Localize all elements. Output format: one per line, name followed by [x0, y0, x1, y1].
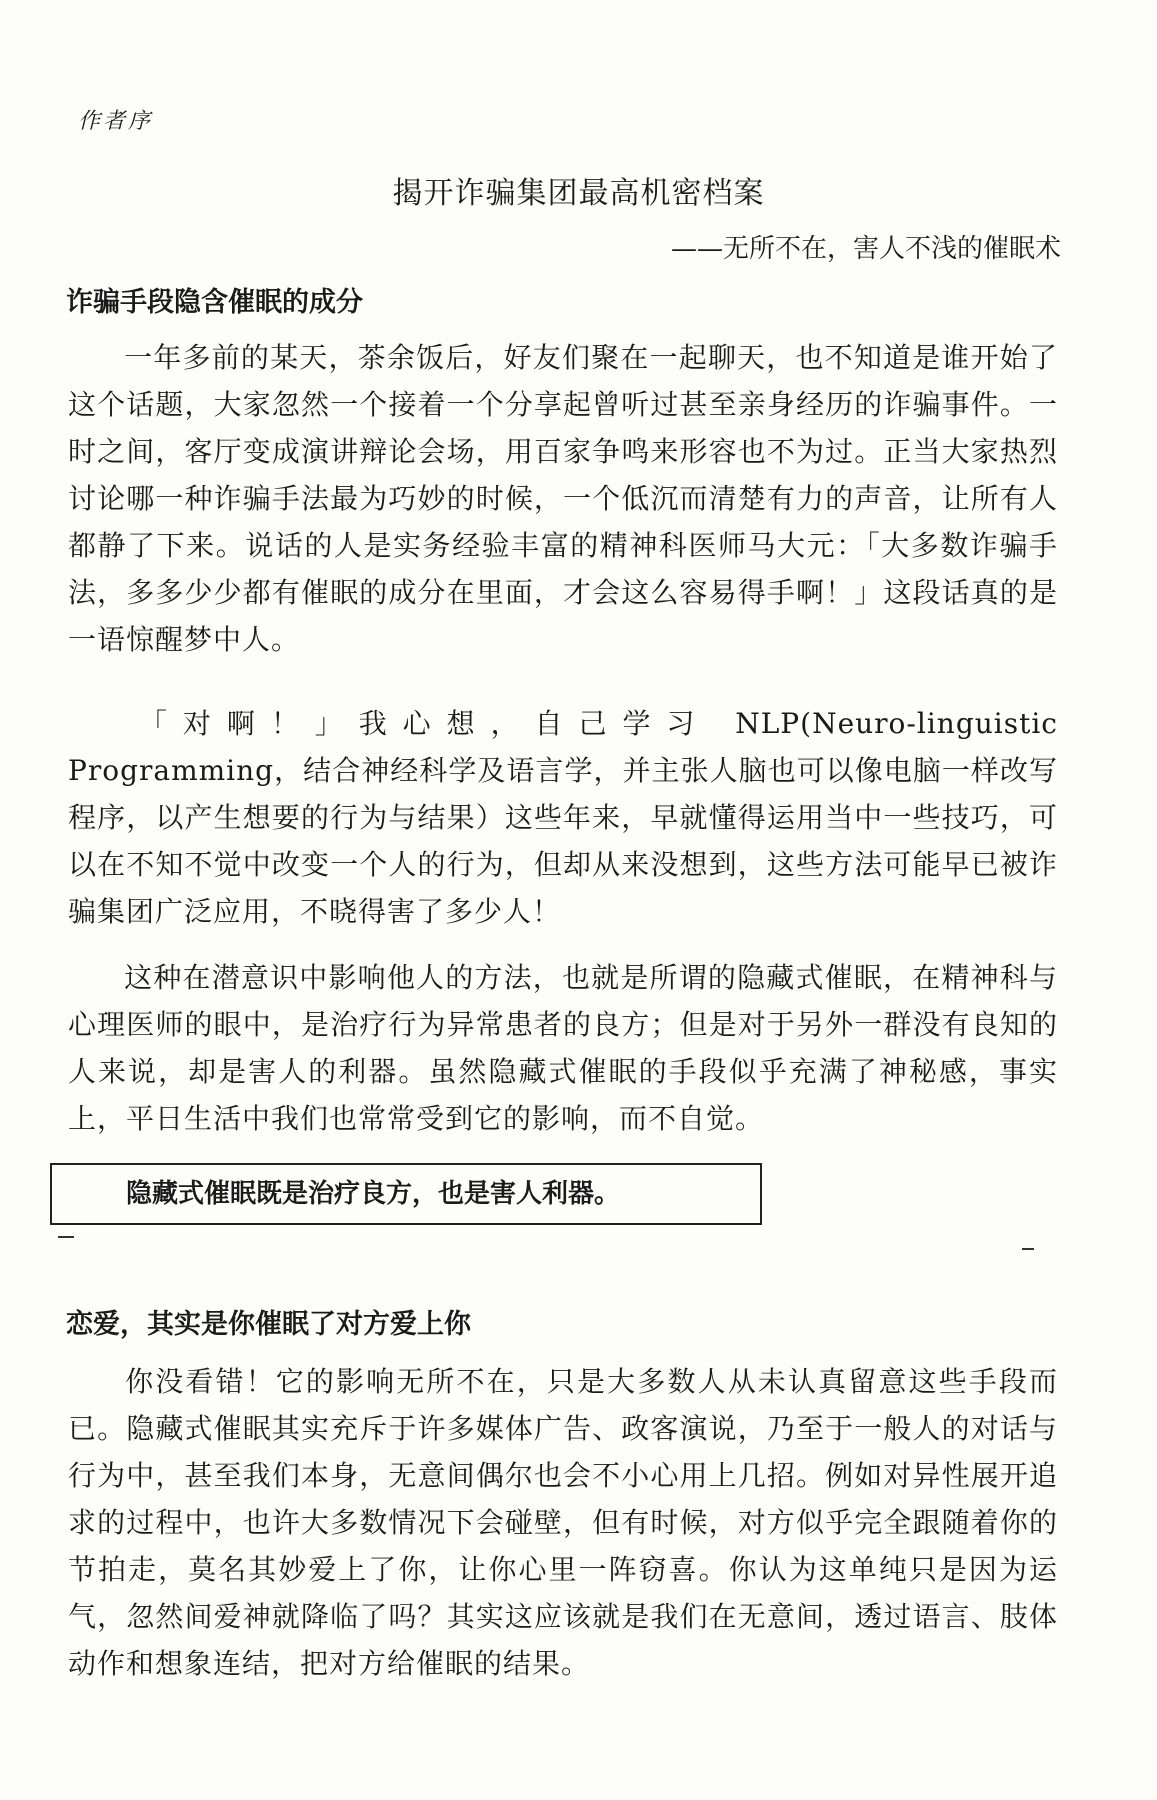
paragraph-4 [68, 1358, 1058, 1687]
paragraph-text: 一年多前的某天，茶余饭后，好友们聚在一起聊天，也不知道是谁开始了这个话题，大家忽然一个接着一个分享起曾听过甚至亲身经历的诈骗事件。一时之间，客厅变成演讲辩论会场，用百家争鸣来形容也不为过。正当大家热烈讨论哪一种诈骗手法最为巧妙的时候，一个低沉而清楚有力的声音，让所有人都静了下来。说话的人是实务经验丰富的精神科医师马大元：「大多数诈骗手法，多多少少都有催眠的成分在里面，才会这么容易得手啊！」这段话真的是一语惊醒梦中人。 [68, 341, 1058, 656]
paragraph-2 [68, 700, 1058, 935]
scan-mark [58, 1236, 74, 1238]
paragraph-1 [68, 334, 1058, 663]
header-label: 作者序 [78, 109, 154, 134]
paragraph-text: 你没看错！它的影响无所不在，只是大多数人从未认真留意这些手段而已。隐藏式催眠其实充斥于许多媒体广告、政客演说，乃至于一般人的对话与行为中，甚至我们本身，无意间偶尔也会不小心用上几招。例如对异性展开追求的过程中，也许大多数情况下会碰壁，但有时候，对方似乎完全跟随着你的节拍走，莫名其妙爱上了你，让你心里一阵窃喜。你认为这单纯只是因为运气，忽然间爱神就降临了吗？其实这应该就是我们在无意间，透过语言、肢体动作和想象连结，把对方给催眠的结果。 [68, 1365, 1058, 1680]
paragraph-text: 这种在潜意识中影响他人的方法，也就是所谓的隐藏式催眠，在精神科与心理医师的眼中，是治疗行为异常患者的良方；但是对于另外一群没有良知的人来说，却是害人的利器。虽然隐藏式催眠的手段似乎充满了神秘感，事实上，平日生活中我们也常常受到它的影响，而不自觉。 [68, 961, 1058, 1135]
section-heading-1: 诈骗手段隐含催眠的成分 [66, 287, 363, 318]
page-subtitle: ——无所不在，害人不浅的催眠术 [670, 234, 1061, 264]
paragraph-3 [68, 954, 1058, 1142]
page-title: 揭开诈骗集团最高机密档案 [392, 176, 765, 211]
section-heading-2: 恋爱，其实是你催眠了对方爱上你 [66, 1309, 471, 1340]
callout-box: 隐藏式催眠既是治疗良方，也是害人利器。 [50, 1163, 762, 1225]
paragraph-text: 「对啊！」我心想，自己学习 NLP(Neuro-linguistic Programming，结合神经科学及语言学，并主张人脑也可以像电脑一样改写程序，以产生想要的行为与结果）这些年来，早就懂得运用当中一些技巧，可以在不知不觉中改变一个人的行为，但却从来没想到，这些方法可能早已被诈骗集团广泛应用，不晓得害了多少人！ [68, 707, 1058, 928]
scan-mark [1022, 1248, 1034, 1250]
